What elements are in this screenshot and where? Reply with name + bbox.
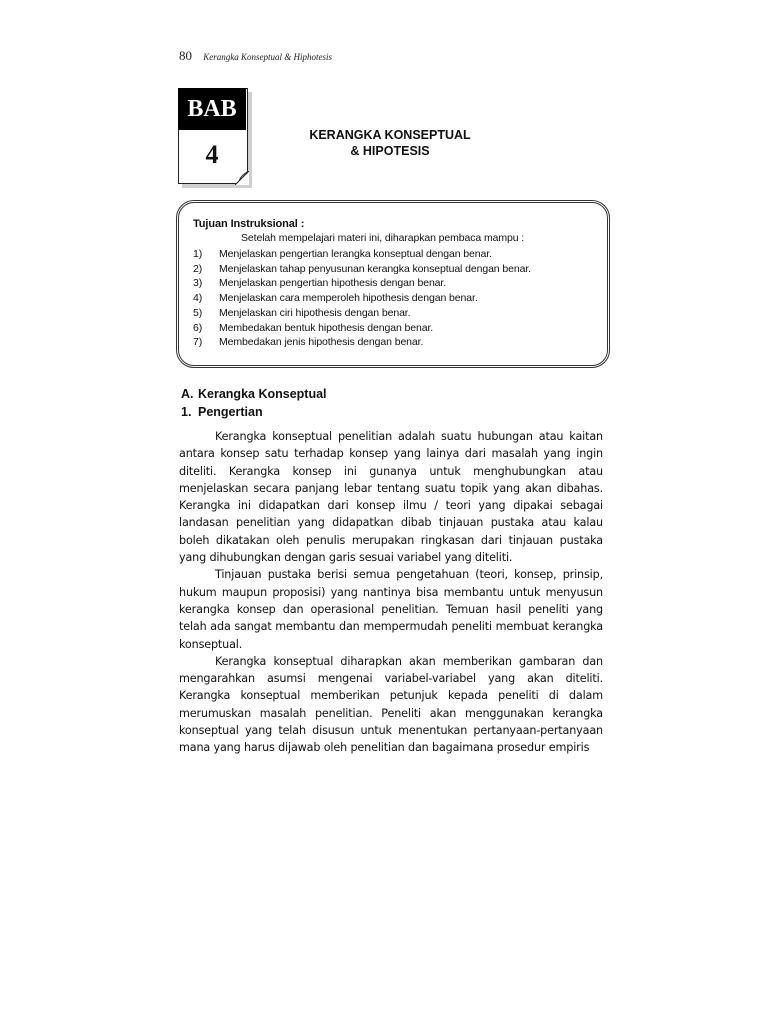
chapter-badge — [178, 88, 248, 184]
list-item-number: 5) — [193, 306, 203, 319]
list-item-text: Menjelaskan ciri hipothesis dengan benar. — [219, 306, 411, 319]
list-item — [193, 262, 595, 277]
section-label: A. — [181, 387, 194, 401]
list-item-text: Menjelaskan cara memperoleh hipothesis dengan benar. — [219, 292, 478, 305]
list-item-text: Menjelaskan pengertian hipothesis dengan benar. — [219, 277, 447, 290]
list-item — [193, 276, 595, 291]
page-header — [179, 48, 332, 64]
list-item-number: 2) — [193, 262, 203, 275]
list-item — [193, 247, 595, 262]
list-item-text: Membedakan bentuk hipothesis dengan benar. — [219, 321, 434, 334]
list-item-number: 7) — [193, 336, 203, 349]
paragraph: Tinjauan pustaka berisi semua pengetahuan (teori, konsep, prinsip, hukum maupun proposisi) yang nantinya bisa membantu untuk menyusun kerangka konsep dan operasional penelitian. Temuan hasil peneliti yang telah ada sangat membantu dan mempermudah peneliti membuat kerangka konseptual. — [179, 568, 603, 651]
list-item-number: 4) — [193, 292, 203, 305]
paragraph: Kerangka konseptual penelitian adalah suatu hubungan atau kaitan antara konsep satu terhadap konsep yang lainya dari masalah yang ingin diteliti. Kerangka konsep ini gunanya untuk menghubungkan atau menjelaskan secara panjang lebar tentang suatu topik yang akan dibahas. Kerangka ini didapatkan dari konsep ilmu / teori yang dipakai sebagai landasan penelitian yang didapatkan dibab tinjauan pustaka atau kalau boleh dikatakan oleh penulis merupakan ringkasan dari tinjauan pustaka yang dihubungkan dengan garis sesuai variabel yang diteliti. — [179, 430, 603, 565]
list-item — [193, 291, 595, 306]
list-item — [193, 335, 595, 350]
list-item-number: 3) — [193, 277, 203, 290]
page-curl-icon — [235, 171, 249, 185]
objectives-box — [176, 200, 610, 368]
list-item-text: Menjelaskan tahap penyusunan kerangka konseptual dengan benar. — [219, 262, 531, 275]
chapter-title-line1: KERANGKA KONSEPTUAL — [309, 128, 471, 142]
body-text — [179, 428, 603, 757]
page-number: 80 — [179, 48, 192, 63]
paragraph: Kerangka konseptual diharapkan akan memberikan gambaran dan mengarahkan asumsi mengenai variabel-variabel yang akan diteliti. Kerangka konseptual memberikan petunjuk kepada peneliti di dalam merumuskan masalah penelitian. Peneliti akan menggunakan kerangka konseptual yang telah disusun untuk menentukan pertanyaan-pertanyaan mana yang harus dijawab oleh penelitian dan bagaimana prosedur empiris — [179, 654, 603, 755]
chapter-label: BAB — [178, 88, 246, 130]
list-item — [193, 321, 595, 336]
list-item — [193, 306, 595, 321]
list-item-number: 1) — [193, 248, 203, 260]
subsection-title: Pengertian — [198, 405, 263, 419]
section-heading — [181, 387, 327, 401]
subsection-heading — [181, 405, 263, 419]
chapter-title — [290, 127, 490, 159]
chapter-number: 4 — [205, 140, 219, 169]
list-item-text: Membedakan jenis hipothesis dengan benar. — [219, 336, 424, 349]
running-title: Kerangka Konseptual & Hiphotesis — [203, 52, 332, 62]
list-item-number: 6) — [193, 321, 203, 334]
chapter-title-line2: & HIPOTESIS — [350, 144, 430, 158]
objectives-list — [193, 247, 595, 350]
subsection-label: 1. — [181, 405, 192, 419]
objectives-intro: Setelah mempelajari materi ini, diharapkan pembaca mampu : — [241, 232, 525, 244]
objectives-title: Tujuan Instruksional : — [193, 218, 305, 230]
section-title: Kerangka Konseptual — [198, 387, 327, 401]
list-item-text: Menjelaskan pengertian lerangka konseptual dengan benar. — [219, 248, 492, 260]
